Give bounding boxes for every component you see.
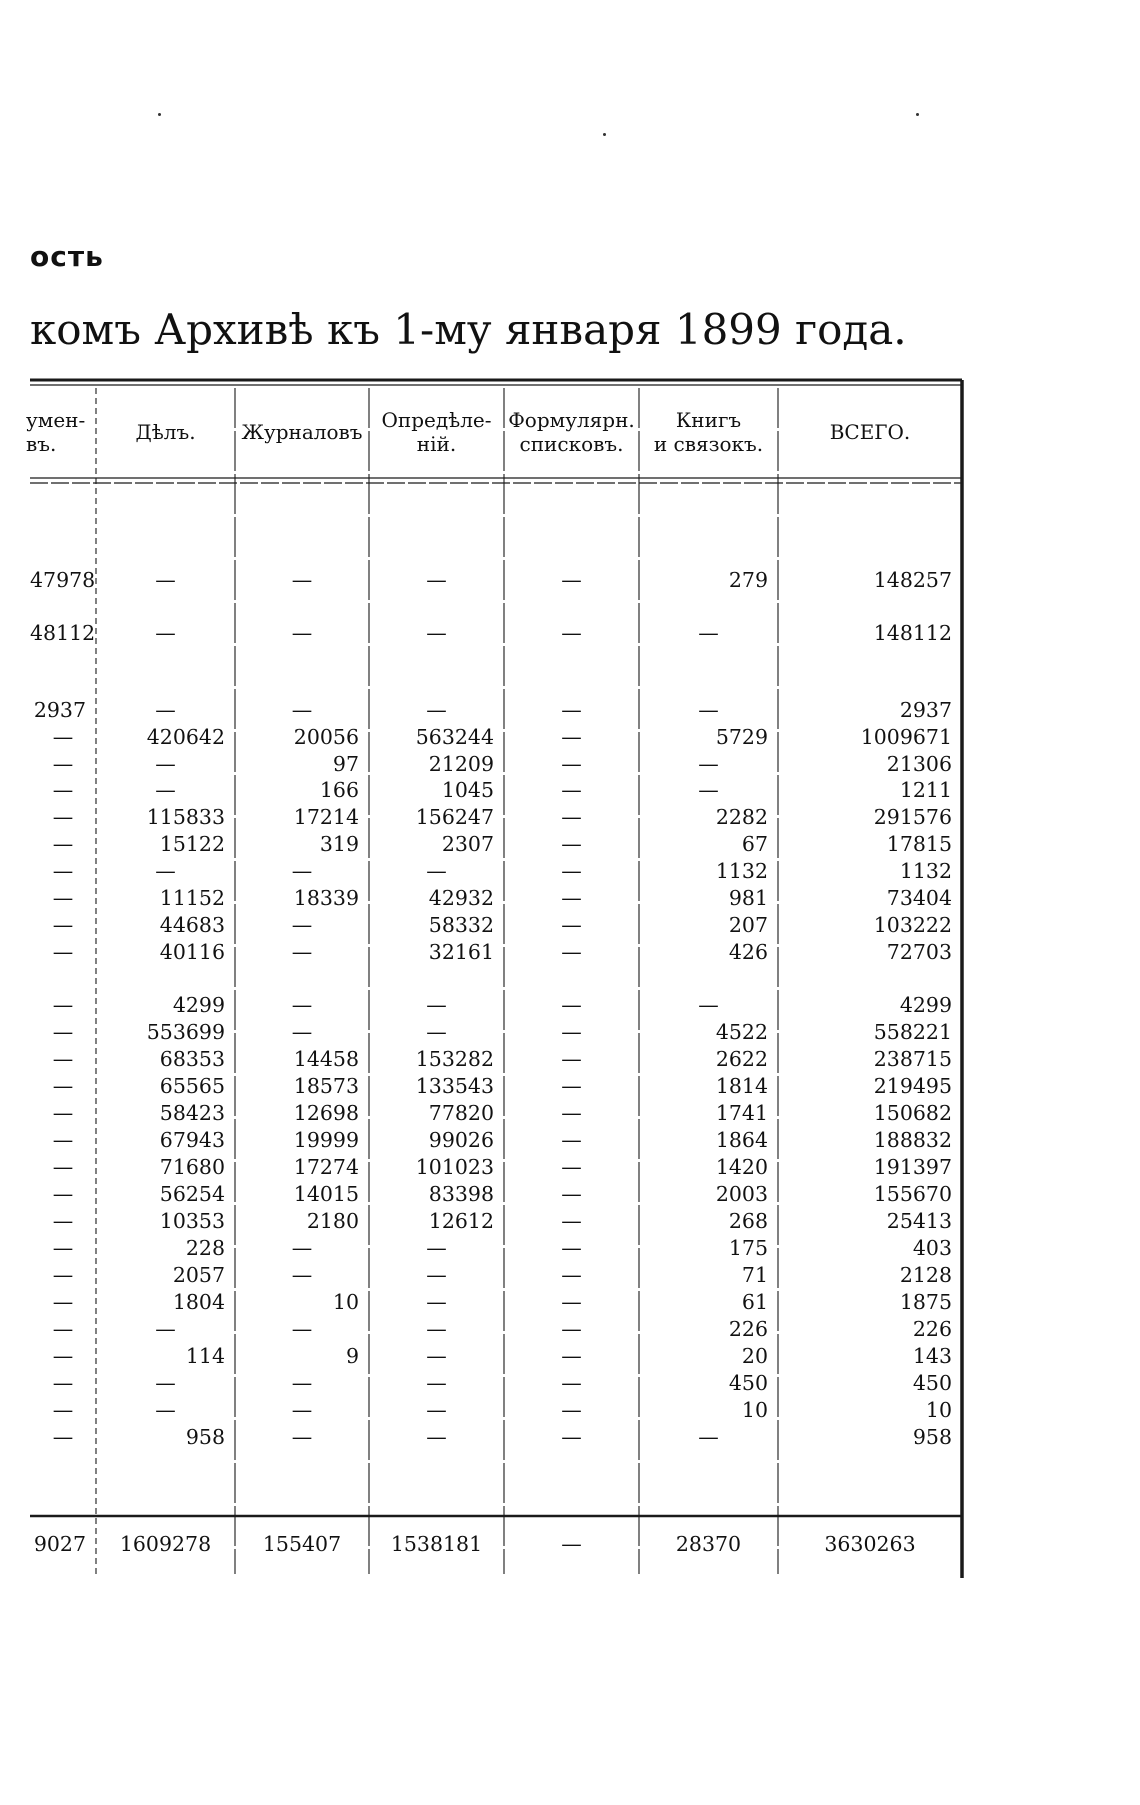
table-cell: 1132 <box>715 859 768 883</box>
table-cell: 268 <box>728 1209 768 1233</box>
table-cell: — <box>291 993 313 1017</box>
row-first-col-cell: — <box>52 859 74 883</box>
table-cell: — <box>291 1020 313 1044</box>
table-cell: 155670 <box>873 1182 952 1206</box>
table-cell: 219495 <box>873 1074 952 1098</box>
table-cell: 42932 <box>428 886 494 910</box>
table-cell: 2180 <box>306 1209 359 1233</box>
table-cell: 153282 <box>415 1047 494 1071</box>
table-cell: 1741 <box>715 1101 768 1125</box>
table-cell: — <box>291 940 313 964</box>
row-first-col-cell: — <box>52 993 74 1017</box>
table-cell: — <box>561 621 582 645</box>
table-cell: — <box>561 778 582 802</box>
page-subtitle: комъ Архивѣ къ 1-му января 1899 года. <box>30 305 907 354</box>
table-cell: 73404 <box>886 886 952 910</box>
table-cell: 319 <box>319 832 359 856</box>
column-header: Формулярн. списковъ. <box>508 408 635 456</box>
table-cell: — <box>155 1371 176 1395</box>
table-cell: 72703 <box>886 940 952 964</box>
table-cell: — <box>698 752 719 776</box>
table-cell: — <box>561 1317 582 1341</box>
table-cell: — <box>426 621 447 645</box>
table-cell: — <box>291 698 313 722</box>
row-first-col-cell: — <box>52 1344 74 1368</box>
table-cell: 67 <box>741 832 768 856</box>
table-cell: 77820 <box>428 1101 494 1125</box>
row-first-col-cell: — <box>52 1425 74 1449</box>
table-cell: 32161 <box>428 940 494 964</box>
row-first-col-cell: — <box>52 886 74 910</box>
table-cell: 150682 <box>873 1101 952 1125</box>
table-cell: — <box>561 832 582 856</box>
total-cell: 1609278 <box>119 1532 212 1556</box>
row-first-col-cell: — <box>52 832 74 856</box>
table-cell: 4299 <box>899 993 952 1017</box>
column-header: Журналовъ <box>241 420 363 444</box>
table-cell: — <box>561 1182 582 1206</box>
table-cell: 114 <box>185 1344 225 1368</box>
table-cell: 44683 <box>159 913 225 937</box>
table-cell: 175 <box>728 1236 768 1260</box>
table-cell: 10 <box>925 1398 952 1422</box>
table-cell: 450 <box>728 1371 768 1395</box>
table-cell: 166 <box>319 778 359 802</box>
table-cell: 58423 <box>159 1101 225 1125</box>
table-cell: 1875 <box>899 1290 952 1314</box>
table-cell: 20 <box>741 1344 768 1368</box>
table-cell: — <box>426 1317 447 1341</box>
table-cell: 1211 <box>899 778 952 802</box>
table-cell: 981 <box>728 886 768 910</box>
column-header: Дѣлъ. <box>135 420 196 444</box>
table-cell: 188832 <box>873 1128 952 1152</box>
table-cell: — <box>291 568 313 592</box>
row-first-col-cell: 2937 <box>33 698 86 722</box>
table-cell: — <box>291 913 313 937</box>
table-cell: — <box>561 1020 582 1044</box>
table-cell: — <box>561 886 582 910</box>
table-cell: 14015 <box>293 1182 359 1206</box>
table-cell: 10 <box>332 1290 359 1314</box>
table-cell: 17274 <box>293 1155 359 1179</box>
table-cell: 115833 <box>146 805 225 829</box>
row-first-col-cell: — <box>52 725 74 749</box>
table-cell: 2282 <box>715 805 768 829</box>
table-cell: 65565 <box>159 1074 225 1098</box>
table-cell: — <box>561 1398 582 1422</box>
table-cell: 12698 <box>293 1101 359 1125</box>
table-cell: — <box>291 1263 313 1287</box>
total-cell: 1538181 <box>390 1532 483 1556</box>
table-cell: 97 <box>332 752 359 776</box>
total-cell: 9027 <box>33 1532 86 1556</box>
table-cell: — <box>426 859 447 883</box>
table-cell: — <box>155 778 176 802</box>
table-cell: 12612 <box>428 1209 494 1233</box>
table-cell: 5729 <box>715 725 768 749</box>
row-first-col-cell: — <box>52 1182 74 1206</box>
row-first-col-cell: 47978 <box>30 568 96 592</box>
table-cell: 191397 <box>873 1155 952 1179</box>
table-cell: — <box>561 725 582 749</box>
row-first-col-cell: — <box>52 1290 74 1314</box>
table-cell: 291576 <box>873 805 952 829</box>
page-title: ость <box>30 240 104 273</box>
table-cell: 2003 <box>715 1182 768 1206</box>
table-cell: 4522 <box>715 1020 768 1044</box>
table-cell: 1804 <box>172 1290 225 1314</box>
row-first-col-cell: — <box>52 778 74 802</box>
column-header: ВСЕГО. <box>829 420 911 444</box>
table-cell: — <box>561 568 582 592</box>
table-cell: — <box>426 568 447 592</box>
table-cell: 1045 <box>441 778 494 802</box>
table-cell: 15122 <box>159 832 225 856</box>
table-cell: 20056 <box>293 725 359 749</box>
table-cell: — <box>426 698 447 722</box>
table-cell: — <box>561 1155 582 1179</box>
table-cell: 2057 <box>172 1263 225 1287</box>
table-cell: — <box>155 752 176 776</box>
table-cell: 207 <box>728 913 768 937</box>
table-cell: 40116 <box>159 940 225 964</box>
table-cell: 17214 <box>293 805 359 829</box>
table-cell: — <box>561 698 582 722</box>
archive-table <box>26 378 970 1578</box>
table-cell: 420642 <box>146 725 225 749</box>
table-cell: — <box>291 1236 313 1260</box>
table-cell: 71 <box>741 1263 768 1287</box>
table-cell: — <box>698 621 719 645</box>
table-cell: 56254 <box>159 1182 225 1206</box>
table-cell: — <box>561 1074 582 1098</box>
table-cell: 226 <box>912 1317 952 1341</box>
table-cell: — <box>426 1020 447 1044</box>
table-cell: — <box>561 1344 582 1368</box>
table-cell: — <box>561 1236 582 1260</box>
table-cell: — <box>155 698 176 722</box>
table-cell: 553699 <box>146 1020 225 1044</box>
table-cell: 1420 <box>715 1155 768 1179</box>
table-cell: 563244 <box>415 725 494 749</box>
table-cell: — <box>155 1398 176 1422</box>
table-cell: 1864 <box>715 1128 768 1152</box>
row-first-col-cell: — <box>52 1317 74 1341</box>
table-cell: 21209 <box>428 752 494 776</box>
table-cell: 1009671 <box>860 725 952 749</box>
row-first-col-cell: — <box>52 1371 74 1395</box>
table-cell: 1132 <box>899 859 952 883</box>
table-cell: 99026 <box>428 1128 494 1152</box>
total-cell: 155407 <box>262 1532 342 1556</box>
table-cell: 61 <box>741 1290 768 1314</box>
table-cell: 103222 <box>873 913 952 937</box>
table-cell: — <box>426 1236 447 1260</box>
table-cell: 1814 <box>715 1074 768 1098</box>
table-cell: 148112 <box>873 621 952 645</box>
table-cell: — <box>561 993 582 1017</box>
table-cell: 10 <box>741 1398 768 1422</box>
table-cell: — <box>291 1371 313 1395</box>
row-first-col-cell: — <box>52 1047 74 1071</box>
table-cell: — <box>426 1371 447 1395</box>
table-cell: — <box>155 1317 176 1341</box>
table-cell: 21306 <box>886 752 952 776</box>
print-speck <box>158 113 161 116</box>
column-header: Книгъ и связокъ. <box>653 408 764 456</box>
table-cell: 25413 <box>886 1209 952 1233</box>
row-first-col-cell: — <box>52 1020 74 1044</box>
row-first-col-cell: — <box>52 940 74 964</box>
table-cell: 71680 <box>159 1155 225 1179</box>
table-cell: — <box>291 859 313 883</box>
table-cell: — <box>561 1290 582 1314</box>
table-cell: 14458 <box>293 1047 359 1071</box>
table-cell: 2622 <box>715 1047 768 1071</box>
table-cell: — <box>291 621 313 645</box>
table-cell: 18573 <box>293 1074 359 1098</box>
table-cell: 10353 <box>159 1209 225 1233</box>
table-cell: — <box>155 568 176 592</box>
table-cell: — <box>426 1344 447 1368</box>
row-first-col-cell: 48112 <box>30 621 96 645</box>
table-cell: — <box>561 1101 582 1125</box>
table-cell: 18339 <box>293 886 359 910</box>
column-header: умен- въ. <box>26 408 86 456</box>
table-cell: 426 <box>728 940 768 964</box>
table-cell: 11152 <box>159 886 225 910</box>
table-cell: 17815 <box>886 832 952 856</box>
row-first-col-cell: — <box>52 1209 74 1233</box>
row-first-col-cell: — <box>52 1128 74 1152</box>
table-cell: — <box>698 778 719 802</box>
table-cell: 450 <box>912 1371 952 1395</box>
table-cell: — <box>426 993 447 1017</box>
table-cell: 68353 <box>159 1047 225 1071</box>
table-cell: 958 <box>912 1425 952 1449</box>
table-cell: 19999 <box>293 1128 359 1152</box>
row-first-col-cell: — <box>52 752 74 776</box>
table-cell: — <box>561 1371 582 1395</box>
table-cell: — <box>426 1425 447 1449</box>
table-cell: — <box>561 859 582 883</box>
table-cell: 558221 <box>873 1020 952 1044</box>
table-cell: — <box>291 1425 313 1449</box>
row-first-col-cell: — <box>52 1101 74 1125</box>
row-first-col-cell: — <box>52 1155 74 1179</box>
print-speck <box>603 133 606 136</box>
table-cell: — <box>561 940 582 964</box>
table-cell: — <box>561 1047 582 1071</box>
table-cell: 279 <box>728 568 768 592</box>
table-cell: — <box>561 805 582 829</box>
column-header: Опредѣле- ній. <box>381 408 492 456</box>
table-cell: — <box>561 1209 582 1233</box>
row-first-col-cell: — <box>52 805 74 829</box>
row-first-col-cell: — <box>52 1263 74 1287</box>
table-cell: 9 <box>345 1344 359 1368</box>
table-cell: 133543 <box>415 1074 494 1098</box>
table-cell: 148257 <box>873 568 952 592</box>
table-cell: — <box>561 752 582 776</box>
table-cell: — <box>426 1398 447 1422</box>
total-cell: — <box>561 1532 582 1556</box>
table-cell: 101023 <box>415 1155 494 1179</box>
table-cell: — <box>291 1398 313 1422</box>
table-cell: 238715 <box>873 1047 952 1071</box>
table-cell: 67943 <box>159 1128 225 1152</box>
table-cell: — <box>698 993 719 1017</box>
print-speck <box>916 113 919 116</box>
row-first-col-cell: — <box>52 1074 74 1098</box>
row-first-col-cell: — <box>52 1236 74 1260</box>
table-cell: — <box>426 1290 447 1314</box>
table-cell: 2128 <box>899 1263 952 1287</box>
table-cell: — <box>698 698 719 722</box>
table-cell: 2937 <box>899 698 952 722</box>
table-cell: 2307 <box>441 832 494 856</box>
table-cell: 4299 <box>172 993 225 1017</box>
table-cell: — <box>698 1425 719 1449</box>
table-cell: — <box>561 1263 582 1287</box>
row-first-col-cell: — <box>52 913 74 937</box>
table-cell: 143 <box>912 1344 952 1368</box>
row-first-col-cell: — <box>52 1398 74 1422</box>
total-cell: 3630263 <box>824 1532 916 1556</box>
table-cell: 83398 <box>428 1182 494 1206</box>
table-cell: — <box>426 1263 447 1287</box>
table-cell: 228 <box>185 1236 225 1260</box>
table-cell: 58332 <box>428 913 494 937</box>
table-cell: — <box>155 859 176 883</box>
table-cell: 226 <box>728 1317 768 1341</box>
table-cell: 403 <box>912 1236 952 1260</box>
table-cell: — <box>561 913 582 937</box>
table-cell: 958 <box>185 1425 225 1449</box>
table-cell: — <box>291 1317 313 1341</box>
table-cell: — <box>561 1128 582 1152</box>
table-cell: — <box>155 621 176 645</box>
total-cell: 28370 <box>675 1532 742 1556</box>
table-cell: 156247 <box>415 805 494 829</box>
table-cell: — <box>561 1425 582 1449</box>
